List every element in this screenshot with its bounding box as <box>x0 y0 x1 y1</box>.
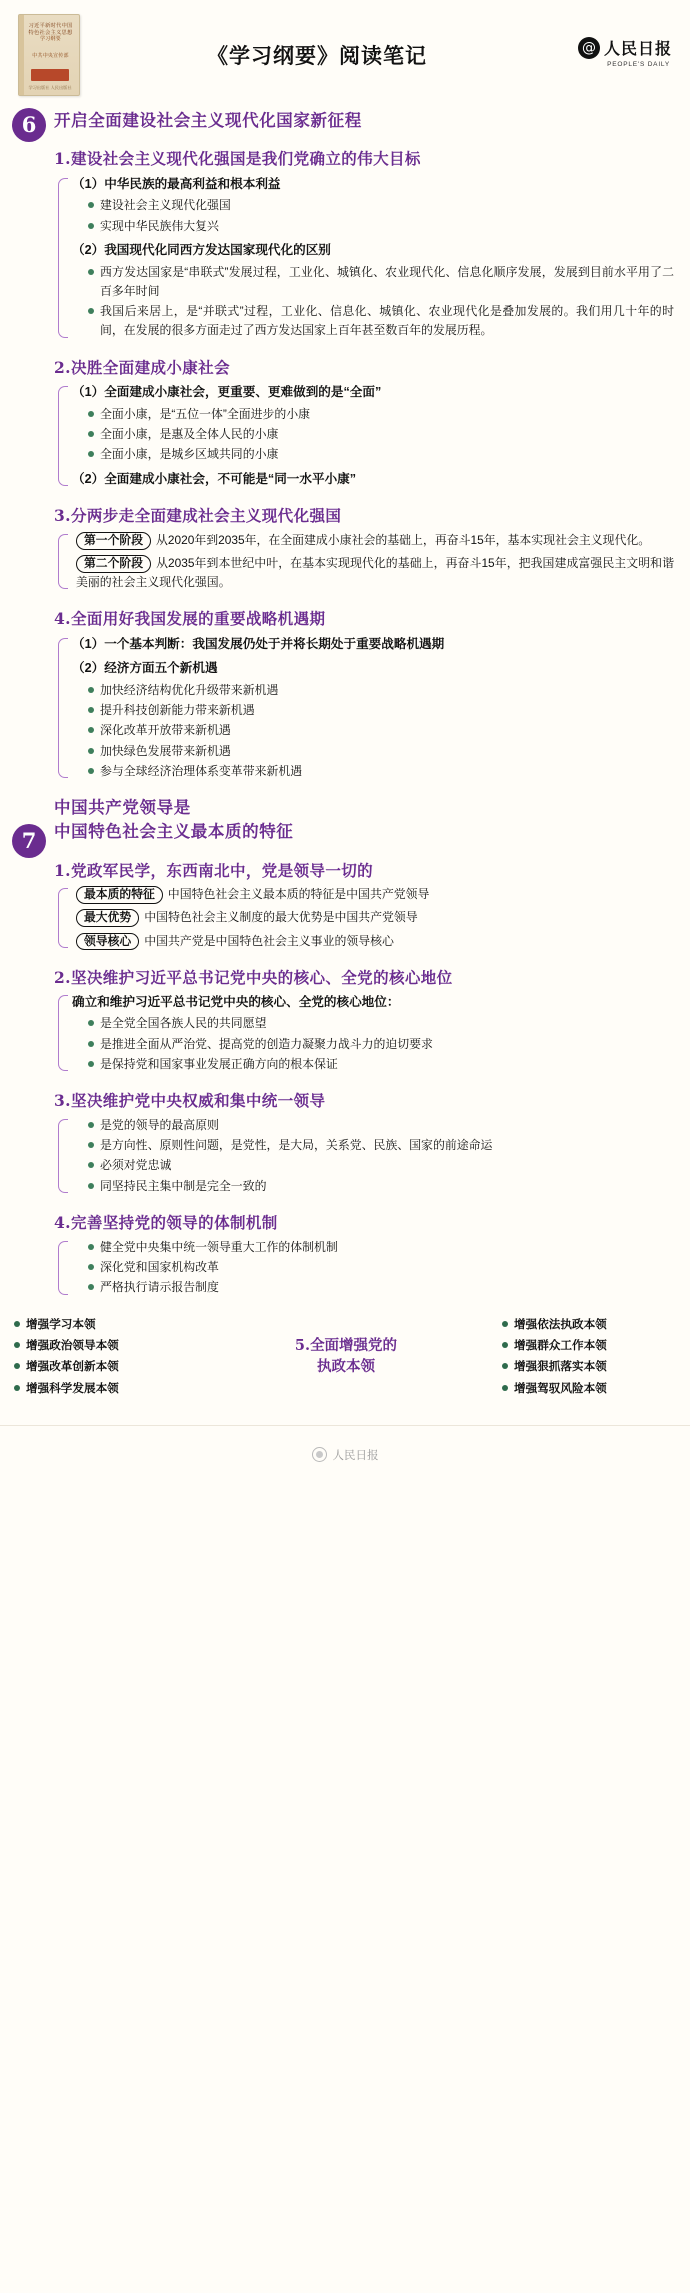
bullet-list-6-2-1 <box>72 405 674 465</box>
label-6-1-1 <box>72 175 674 195</box>
heading-6-1: 1.建设社会主义现代化强国是我们党确立的伟大目标 <box>54 149 421 169</box>
list-item: 深化党和国家机构改革 <box>88 1258 674 1277</box>
section-7-5-container <box>0 1314 690 1400</box>
brace-decoration <box>58 1241 68 1295</box>
brace-decoration <box>58 638 68 778</box>
book-cover-line-2: 学习纲要 <box>40 36 61 42</box>
heading-7-2: 2.坚决维护习近平总书记党中央的核心、全党的核心地位 <box>54 967 453 987</box>
page-header <box>0 0 690 96</box>
list-item: 是全党全国各族人民的共同愿望 <box>88 1014 674 1033</box>
list-item: 建设社会主义现代化强国 <box>88 196 674 215</box>
book-cover-thumbnail <box>18 14 80 96</box>
label-6-4-2 <box>72 659 674 679</box>
label-text: （1）中华民族的最高利益和根本利益 <box>72 176 281 191</box>
pill-row-3 <box>72 932 674 951</box>
footer-watermark <box>0 1425 690 1483</box>
list-item: 是方向性、原则性问题，是党性，是大局，关系党、民族、国家的前途命运 <box>88 1136 674 1155</box>
title-container <box>90 14 544 70</box>
bullet-list-6-1-1 <box>72 196 674 236</box>
book-cover-line-1: 习近平新时代中国特色社会主义思想 <box>28 23 73 36</box>
block-7-2 <box>72 992 674 1074</box>
book-cover-publisher: 学习出版社 人民出版社 <box>28 85 72 90</box>
label-text: （2）全面建成小康社会，不可能是“同一水平小康” <box>72 471 357 486</box>
fan-center-heading <box>194 1335 498 1377</box>
list-item: 是党的领导的最高原则 <box>88 1116 674 1135</box>
section-badge-6: 6 <box>12 108 46 142</box>
list-item: 增强群众工作本领 <box>502 1335 678 1356</box>
brand-name-cn: 人民日报 <box>603 41 672 58</box>
list-item: 参与全球经济治理体系变革带来新机遇 <box>88 762 674 781</box>
fan-center-text-1: 全面增强党的 <box>310 1337 398 1355</box>
pill-text-3: 中国共产党是中国特色社会主义事业的领导核心 <box>144 933 394 948</box>
label-6-2-2 <box>72 470 674 490</box>
fan-layout <box>14 1314 680 1400</box>
heading-7-1: 1.党政军民学，东西南北中，党是领导一切的 <box>54 860 374 880</box>
pill-row-2 <box>72 908 674 927</box>
list-item: 加快经济结构优化升级带来新机遇 <box>88 681 674 700</box>
pill-label-2: 最大优势 <box>76 909 139 927</box>
label-6-2-1 <box>72 383 674 403</box>
brace-decoration <box>58 534 68 589</box>
list-item: 必须对党忠诚 <box>88 1156 674 1175</box>
list-item: 实现中华民族伟大复兴 <box>88 217 674 236</box>
pill-label-1: 最本质的特征 <box>76 886 163 904</box>
list-item: 是推进全面从严治党、提高党的创造力凝聚力战斗力的迫切要求 <box>88 1035 674 1054</box>
label-text: （2）经济方面五个新机遇 <box>72 661 218 676</box>
label-text: （2）我国现代化同西方发达国家现代化的区别 <box>72 243 331 258</box>
list-item: 健全党中央集中统一领导重大工作的体制机制 <box>88 1238 674 1257</box>
list-item: 同坚持民主集中制是完全一致的 <box>88 1177 674 1196</box>
fan-center-line-2: 执政本领 <box>317 1358 375 1376</box>
heading-7-4: 4.完善坚持党的领导的体制机制 <box>54 1213 278 1233</box>
pill-row-1 <box>72 885 674 904</box>
stage-text-2: 从2035年到本世纪中叶，在基本实现现代化的基础上，再奋斗15年，把我国建成富强民主文明和谐美丽的社会主义现代化强国。 <box>76 555 674 590</box>
pill-text-1: 中国特色社会主义最本质的特征是中国共产党领导 <box>167 887 430 902</box>
book-cover-line-3: 中共中央宣传部 <box>32 53 69 59</box>
label-text: （1）全面建成小康社会，更重要、更难做到的是“全面” <box>72 385 382 400</box>
brand-name-en: PEOPLE'S DAILY <box>607 61 670 68</box>
label-6-1-2 <box>72 241 674 261</box>
list-item: 增强改革创新本领 <box>14 1356 190 1377</box>
label-text: （1）一个基本判断：我国发展仍处于并将长期处于重要战略机遇期 <box>72 636 445 651</box>
list-item: 深化改革开放带来新机遇 <box>88 721 674 740</box>
stage-pill-1: 第一个阶段 <box>76 532 151 550</box>
list-item: 全面小康，是“五位一体”全面进步的小康 <box>88 405 674 424</box>
list-item: 西方发达国家是“串联式”发展过程，工业化、城镇化、农业现代化、信息化顺序发展，发展到目前水平用了二百多年时间 <box>88 263 674 302</box>
list-item: 加快绿色发展带来新机遇 <box>88 742 674 761</box>
bullet-list-7-2 <box>72 1014 674 1074</box>
list-item: 增强驾驭风险本领 <box>502 1378 678 1399</box>
bullet-list-7-3 <box>72 1116 674 1196</box>
fan-right-list <box>502 1314 678 1400</box>
book-spine <box>19 15 24 95</box>
stage-row-1 <box>72 531 674 550</box>
label-6-4-1 <box>72 635 674 655</box>
bullet-list-6-1-2 <box>72 263 674 341</box>
list-item: 全面小康，是惠及全体人民的小康 <box>88 425 674 444</box>
list-item: 我国后来居上，是“并联式”过程，工业化、信息化、城镇化、农业现代化是叠加发展的。我们用几十年的时间，在发展的很多方面走过了西方发达国家上百年甚至数百年的发展历程。 <box>88 302 674 341</box>
list-item: 是保持党和国家事业发展正确方向的根本保证 <box>88 1055 674 1074</box>
heading-6-2: 2.决胜全面建成小康社会 <box>54 357 230 377</box>
heading-6-4: 4.全面用好我国发展的重要战略机遇期 <box>54 609 326 629</box>
heading-7-3: 3.坚决维护党中央权威和集中统一领导 <box>54 1091 326 1111</box>
list-item: 增强政治领导本领 <box>14 1335 190 1356</box>
section-badge-7: 7 <box>12 824 46 858</box>
brand-logo <box>554 14 672 68</box>
brace-decoration <box>58 1119 68 1193</box>
list-item: 增强狠抓落实本领 <box>502 1356 678 1377</box>
bullet-list-7-4 <box>72 1238 674 1298</box>
pill-label-3: 领导核心 <box>76 933 139 951</box>
block-6-2 <box>72 383 674 489</box>
fan-left-list <box>14 1314 190 1400</box>
brace-decoration <box>58 995 68 1071</box>
list-item: 增强科学发展本领 <box>14 1378 190 1399</box>
brace-decoration <box>58 178 68 338</box>
stage-pill-2: 第二个阶段 <box>76 555 151 573</box>
list-item: 增强依法执政本领 <box>502 1314 678 1335</box>
list-item: 全面小康，是城乡区域共同的小康 <box>88 445 674 464</box>
fan-center-line-1 <box>194 1335 498 1356</box>
fan-left-column <box>14 1314 190 1400</box>
section-6-content <box>0 110 690 781</box>
block-6-1 <box>72 175 674 341</box>
pill-text-2: 中国特色社会主义制度的最大优势是中国共产党领导 <box>144 910 418 925</box>
section-7-heading-line-1: 中国共产党领导是 <box>54 798 191 818</box>
section-7-content <box>0 797 690 1297</box>
book-cover-accent-bar <box>31 69 69 81</box>
list-item: 提升科技创新能力带来新机遇 <box>88 701 674 720</box>
block-7-3 <box>72 1116 674 1196</box>
heading-6-3: 3.分两步走全面建成社会主义现代化强国 <box>54 506 342 526</box>
section-7-heading-line-2: 中国特色社会主义最本质的特征 <box>54 822 294 842</box>
block-7-1 <box>72 885 674 950</box>
at-sign-icon: @ <box>578 37 600 59</box>
list-item: 增强学习本领 <box>14 1314 190 1335</box>
watermark-text: 人民日报 <box>332 1449 379 1462</box>
section-6-heading: 开启全面建设社会主义现代化国家新征程 <box>54 111 362 130</box>
brand-row <box>554 36 672 59</box>
page-title: 《学习纲要》阅读笔记 <box>207 43 427 68</box>
brace-decoration <box>58 386 68 486</box>
block-6-3 <box>72 531 674 592</box>
stage-row-2 <box>72 554 674 592</box>
list-item: 严格执行请示报告制度 <box>88 1278 674 1297</box>
block-7-4 <box>72 1238 674 1298</box>
fan-center-number: 5. <box>294 1337 311 1355</box>
brace-decoration <box>58 888 68 947</box>
block-6-4 <box>72 635 674 781</box>
lead-text-7-2: 确立和维护习近平总书记党中央的核心、全党的核心地位： <box>72 995 400 1010</box>
stage-text-1: 从2020年到2035年，在全面建成小康社会的基础上，再奋斗15年，基本实现社会主义现代化。 <box>156 532 651 547</box>
fan-right-column <box>502 1314 678 1400</box>
bullet-list-6-4-2 <box>72 681 674 781</box>
weibo-icon <box>312 1447 327 1462</box>
